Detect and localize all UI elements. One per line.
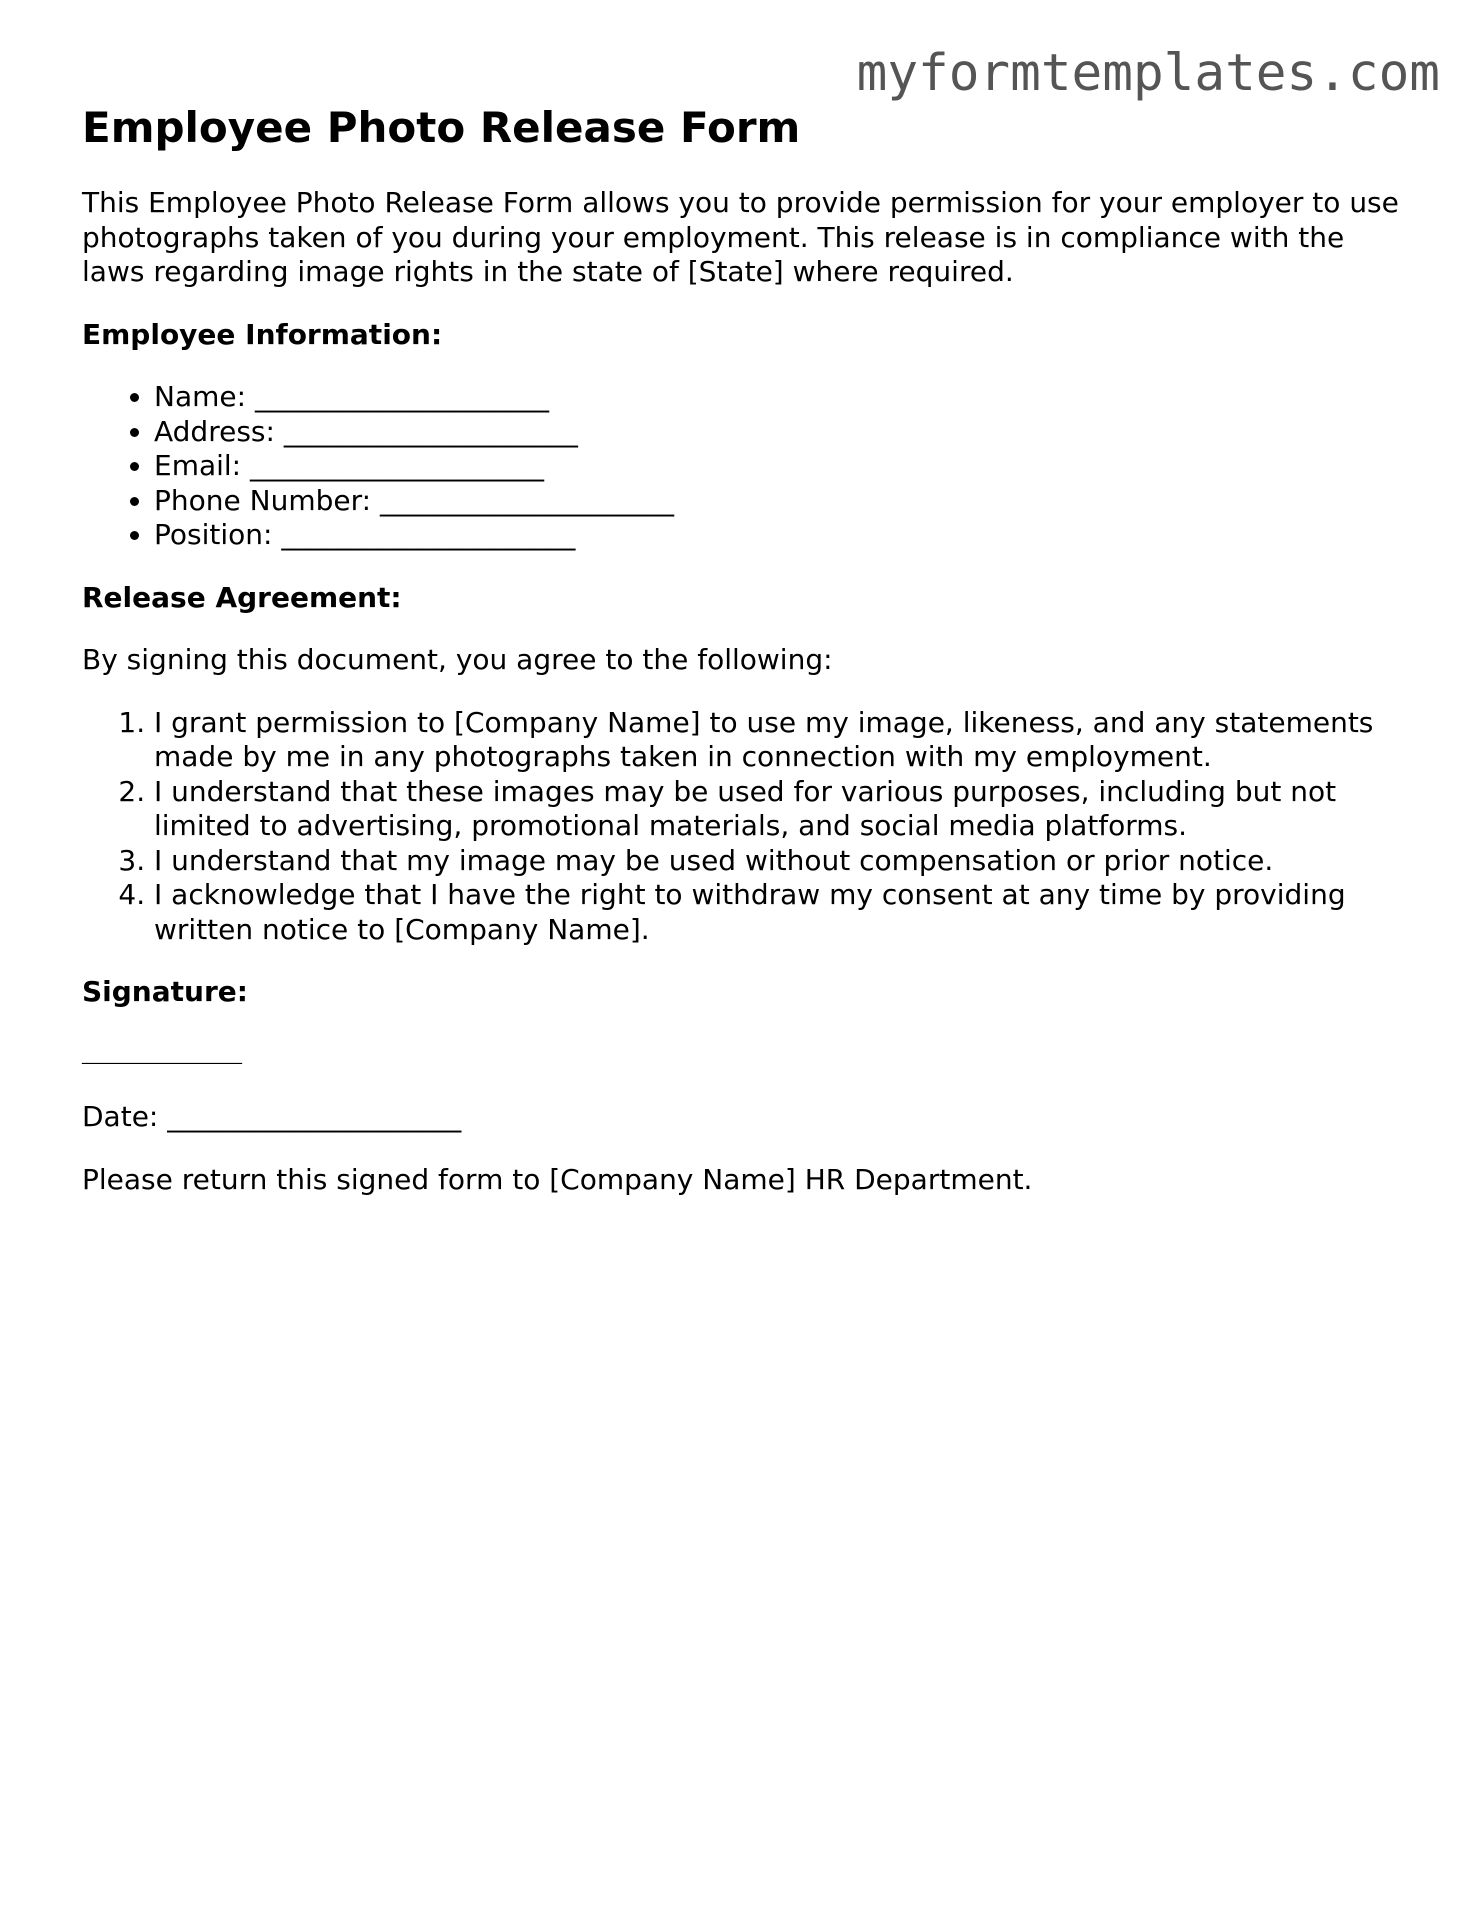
address-blank[interactable]: _____________________ — [283, 414, 578, 448]
field-name — [154, 380, 1402, 415]
release-term: 2. I understand that these images may be used for various purposes, including but not limited to advertising, promotional materials, and social media platforms. — [154, 775, 1402, 844]
field-address — [154, 415, 1402, 450]
field-phone — [154, 484, 1402, 519]
field-label: Position: — [154, 518, 273, 551]
release-lead: By signing this document, you agree to the following: — [82, 643, 833, 676]
release-term: 3. I understand that my image may be used without compensation or prior notice. — [154, 844, 1402, 879]
signature-heading: Signature: — [82, 975, 248, 1008]
field-label: Address: — [154, 414, 275, 448]
employee-info-list — [82, 380, 1402, 553]
field-email — [154, 449, 1402, 484]
field-position — [154, 518, 1402, 553]
release-term: 4. I acknowledge that I have the right to withdraw my consent at any time by providing written notice to [Company Name]. — [154, 878, 1402, 947]
field-label: Name: — [154, 380, 247, 413]
release-terms-list — [82, 706, 1402, 948]
signature-blank[interactable]: ____________________ — [82, 1044, 242, 1064]
watermark: myformtemplates.com — [856, 44, 1440, 103]
page-title: Employee Photo Release Form — [82, 103, 801, 152]
name-blank[interactable]: _____________________ — [254, 380, 549, 413]
field-label: Email: — [154, 449, 242, 482]
release-agreement-heading: Release Agreement: — [82, 580, 402, 614]
intro-paragraph: This Employee Photo Release Form allows you to provide permission for your employer to use photographs taken of you during your employment. This release is in compliance with the laws regarding image rights in the state of [State] where required. — [82, 186, 1399, 288]
position-blank[interactable]: _____________________ — [281, 518, 576, 551]
phone-blank[interactable]: _____________________ — [379, 483, 674, 517]
closing-instruction: Please return this signed form to [Company Name] HR Department. — [82, 1162, 1033, 1196]
date-blank[interactable]: _____________________ — [167, 1100, 462, 1133]
email-blank[interactable]: _____________________ — [250, 449, 545, 482]
release-term: 1. I grant permission to [Company Name] to use my image, likeness, and any statements made by me in any photographs taken in connection with my employment. — [154, 706, 1402, 775]
date-label: Date: — [82, 1100, 159, 1133]
employee-info-heading: Employee Information: — [82, 317, 443, 351]
date-field — [82, 1100, 1402, 1135]
document-page — [82, 98, 1402, 1197]
field-label: Phone Number: — [154, 483, 372, 517]
